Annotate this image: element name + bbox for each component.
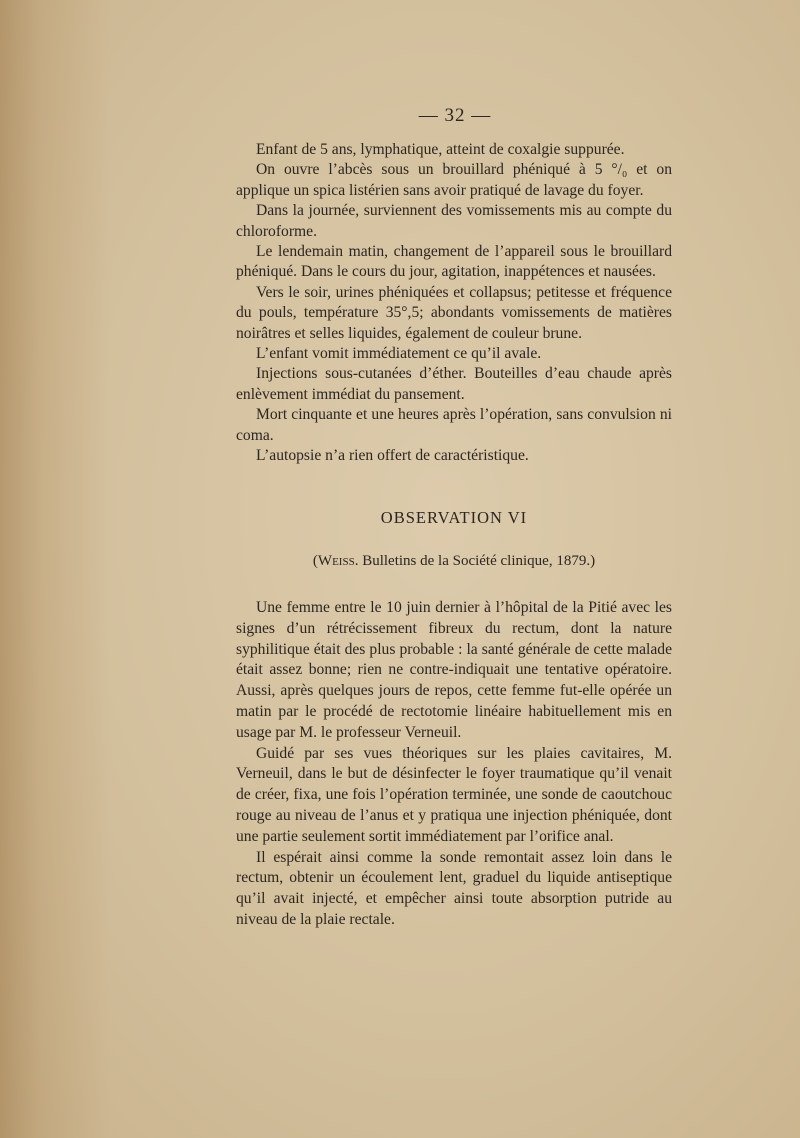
- source-open: (: [312, 553, 318, 569]
- source-author: Weiss: [317, 553, 355, 569]
- paragraph: L’enfant vomit immédiatement ce qu’il avale.: [256, 345, 542, 363]
- paragraph: Une femme entre le 10 juin dernier à l’hôpital de la Pitié avec les signes d’un rétrécissement fibreux du rectum, dont la nature syphilitique était des plus probable : la santé générale de cette malade était assez bonne; rien ne contre-indiquait une tentative opératoire. Aussi, après quelques jours de repos, cette femme fut-elle opérée un matin par le procédé de rectotomie linéaire habituellement mis en usage par M. le professeur Verneuil.: [236, 599, 672, 741]
- paragraph: Le lendemain matin, changement de l’appareil sous le brouillard phéniqué. Dans le cours du jour, agitation, inappétences et nausées.: [236, 243, 672, 281]
- paragraph: Injections sous-cutanées d’éther. Bouteilles d’eau chaude après enlèvement immédiat du pansement.: [236, 365, 672, 403]
- paragraph: Dans la journée, surviennent des vomissements mis au compte du chloroforme.: [236, 202, 672, 240]
- case-text: [236, 140, 672, 467]
- paragraph: Vers le soir, urines phéniquées et collapsus; petitesse et fréquence du pouls, température 35°,5; abondants vomissements de matières noirâtres et selles liquides, également de couleur brune.: [236, 283, 672, 342]
- observation-text: [236, 598, 672, 931]
- source-citation: [236, 553, 672, 570]
- paragraph: L’autopsie n’a rien offert de caractéristique.: [256, 447, 529, 465]
- paragraph: Il espérait ainsi comme la sonde remontait assez loin dans le rectum, obtenir un écoulement lent, graduel du liquide antiseptique qu’il avait injecté, et empêcher ainsi toute absorption putride au niveau de la plaie rectale.: [236, 848, 672, 928]
- paragraph: Enfant de 5 ans, lymphatique, atteint de coxalgie suppurée.: [256, 141, 625, 158]
- paragraph: Mort cinquante et une heures après l’opération, sans convulsion ni coma.: [236, 406, 672, 444]
- paragraph: On ouvre l’abcès sous un brouillard phéniqué à 5 °/₀ et on applique un spica listérien sans avoir pratiqué de lavage du foyer.: [236, 161, 672, 199]
- source-rest: . Bulletins de la Société clinique, 1879.): [354, 553, 596, 569]
- paragraph: Guidé par ses vues théoriques sur les plaies cavitaires, M. Verneuil, dans le but de désinfecter le foyer traumatique qu’il venait de créer, fixa, une fois l’opération terminée, une sonde de caoutchouc rouge au niveau de l’anus et y pratiqua une injection phéniquée, dont une partie seulement sortit immédiatement par l’orifice anal.: [236, 744, 672, 845]
- page-number: — 32 —: [418, 105, 492, 126]
- observation-heading: OBSERVATION VI: [380, 508, 528, 527]
